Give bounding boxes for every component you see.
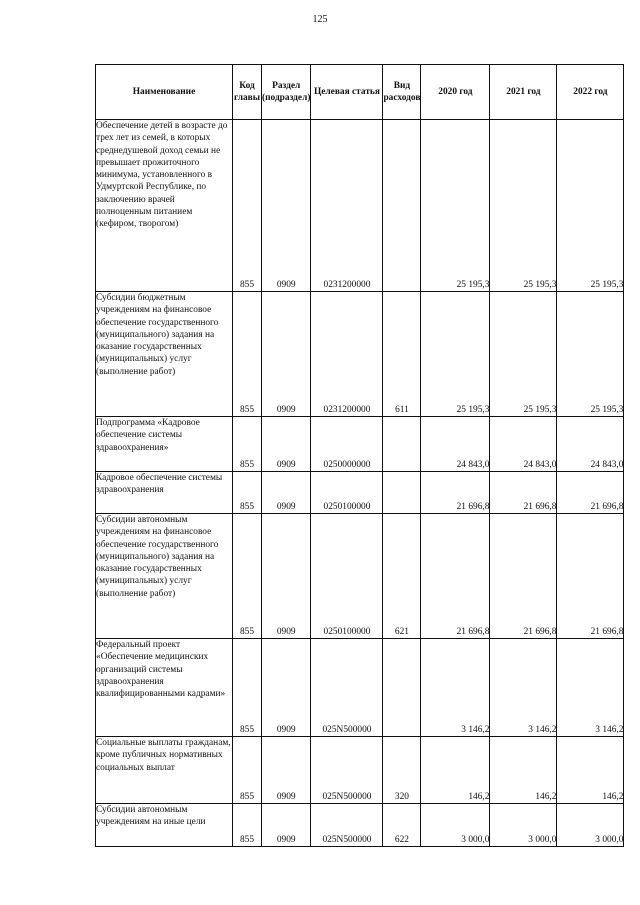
row-chapter: 855 [233,292,262,417]
row-section: 0909 [262,639,311,737]
row-2022: 21 696,8 [557,472,624,514]
row-2022: 3 146,2 [557,639,624,737]
row-name: Кадровое обеспечение системы здравоохранения [96,472,233,514]
row-2020: 21 696,8 [421,472,490,514]
row-2022: 146,2 [557,737,624,804]
table-row [96,737,624,804]
row-expense [383,639,421,737]
table-row [96,639,624,737]
header-name: Наименование [96,65,233,120]
row-2021: 3 146,2 [490,639,557,737]
row-target: 0231200000 [311,120,383,292]
row-2020: 21 696,8 [421,514,490,639]
row-target: 0250100000 [311,514,383,639]
row-2022: 24 843,0 [557,417,624,472]
header-section: Раздел (подраздел) [262,65,311,120]
row-2020: 24 843,0 [421,417,490,472]
table-row [96,472,624,514]
row-chapter: 855 [233,514,262,639]
row-expense: 611 [383,292,421,417]
row-section: 0909 [262,417,311,472]
row-expense: 320 [383,737,421,804]
header-target: Целевая статья [311,65,383,120]
row-section: 0909 [262,737,311,804]
table-row [96,120,624,292]
row-2021: 25 195,3 [490,120,557,292]
row-expense: 621 [383,514,421,639]
header-2021: 2021 год [490,65,557,120]
header-2020: 2020 год [421,65,490,120]
row-chapter: 855 [233,417,262,472]
table-row [96,292,624,417]
row-2020: 3 000,0 [421,804,490,847]
row-target: 025N500000 [311,804,383,847]
row-2022: 25 195,3 [557,292,624,417]
row-2021: 21 696,8 [490,514,557,639]
header-row [96,65,624,120]
row-chapter: 855 [233,804,262,847]
row-chapter: 855 [233,639,262,737]
table-row [96,417,624,472]
row-name: Субсидии автономным учреждениям на иные цели [96,804,233,847]
row-name: Социальные выплаты гражданам, кроме публичных нормативных социальных выплат [96,737,233,804]
header-expense: Вид расходов [383,65,421,120]
row-expense: 622 [383,804,421,847]
row-chapter: 855 [233,120,262,292]
row-expense [383,120,421,292]
row-target: 0250000000 [311,417,383,472]
row-2020: 25 195,3 [421,292,490,417]
table-row [96,804,624,847]
row-2022: 3 000,0 [557,804,624,847]
row-name: Подпрограмма «Кадровое обеспечение системы здравоохранения» [96,417,233,472]
row-section: 0909 [262,292,311,417]
row-section: 0909 [262,804,311,847]
budget-table [95,64,624,847]
row-target: 0250100000 [311,472,383,514]
row-target: 025N500000 [311,737,383,804]
header-chapter: Код главы [233,65,262,120]
row-target: 025N500000 [311,639,383,737]
row-expense [383,417,421,472]
row-section: 0909 [262,514,311,639]
row-section: 0909 [262,472,311,514]
row-2020: 146,2 [421,737,490,804]
row-name: Федеральный проект «Обеспечение медицинских организаций системы здравоохранения квалифицированными кадрами» [96,639,233,737]
row-name: Субсидии бюджетным учреждениям на финансовое обеспечение государственного (муниципального) задания на оказание государственных (муниципальных) услуг (выполнение работ) [96,292,233,417]
row-expense [383,472,421,514]
row-name: Обеспечение детей в возрасте до трех лет из семей, в которых среднедушевой доход семьи не превышает прожиточного минимума, установленного в Удмуртской Республике, по заключению врачей полноценным питанием (кефиром, творогом) [96,120,233,292]
row-2022: 21 696,8 [557,514,624,639]
row-2021: 3 000,0 [490,804,557,847]
row-2021: 21 696,8 [490,472,557,514]
row-name: Субсидии автономным учреждениям на финансовое обеспечение государственного (муниципального) задания на оказание государственных (муниципальных) услуг (выполнение работ) [96,514,233,639]
row-target: 0231200000 [311,292,383,417]
row-2020: 3 146,2 [421,639,490,737]
table-row [96,514,624,639]
row-section: 0909 [262,120,311,292]
row-chapter: 855 [233,472,262,514]
row-2020: 25 195,3 [421,120,490,292]
row-2021: 24 843,0 [490,417,557,472]
row-2022: 25 195,3 [557,120,624,292]
page-number: 125 [312,14,328,25]
row-2021: 146,2 [490,737,557,804]
header-2022: 2022 год [557,65,624,120]
row-2021: 25 195,3 [490,292,557,417]
row-chapter: 855 [233,737,262,804]
